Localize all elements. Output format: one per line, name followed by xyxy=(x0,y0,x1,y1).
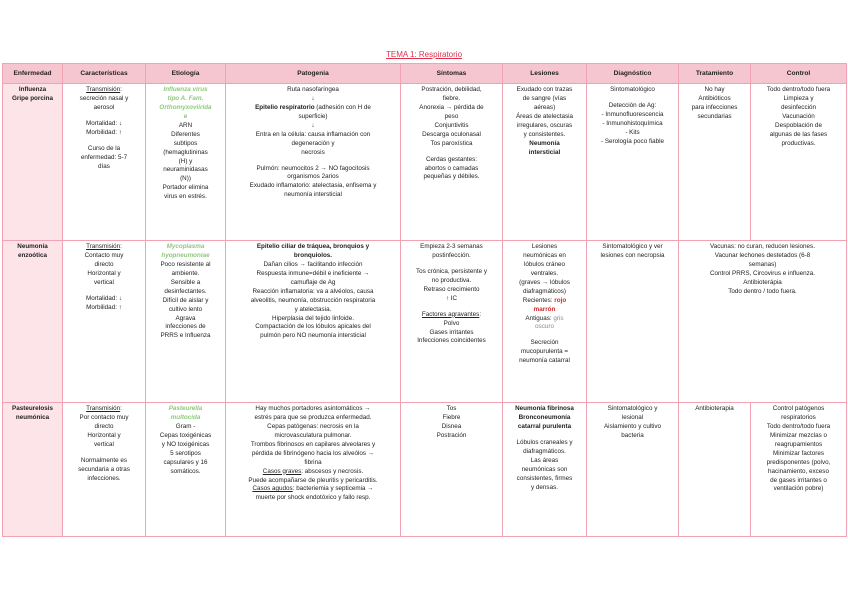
patogenia-cell: Epitelio ciliar de tráquea, bronquios y bronquiolos. Dañan cilios → facilitando infección Respuesta inmune=débil e ineficiente → camuflaje de Ag Reacción inflamatoria: va a alvéolos, causa alveolitis, neumonía, obstrucción respiratoria y atelectasia. Hiperplasia del tejido linfoide. Compactación de los lóbulos apicales del pulmón pero NO neumonía intersticial xyxy=(226,241,401,403)
pathogen-name: Influenza virus xyxy=(163,86,208,93)
sintomas-cell: Postración, debilidad, fiebre. Anorexia → pérdida de peso Conjuntivitis Descarga oculonasal Tos paroxística Cerdas gestantes: abortos o camadas pequeñas y débiles. xyxy=(401,84,503,241)
sintomas-cell: Tos Fiebre Disnea Postración xyxy=(401,403,503,537)
caracteristicas-cell: Transmisión: secreción nasal y aerosol Mortalidad: ↓ Morbilidad: ↑ Curso de la enfermedad: 5-7 días xyxy=(63,84,146,241)
transmision-label: Transmisión xyxy=(86,243,121,250)
header-caracteristicas: Características xyxy=(63,64,146,84)
disease-name: Influenza xyxy=(18,86,47,93)
header-etiologia: Etiología xyxy=(146,64,226,84)
diagnostico-cell: Sintomatológico y lesional Aislamiento y cultivo bacteria xyxy=(587,403,679,537)
header-tratamiento: Tratamiento xyxy=(679,64,751,84)
header-row xyxy=(3,64,847,84)
tratamiento-control-cell: Vacunas: no curan, reducen lesiones. Vacunar lechones destetados (6-8 semanas) Control PRRS, Circovirus e influenza. Antibioterápia Todo dentro / todo fuera. xyxy=(679,241,847,403)
header-control: Control xyxy=(751,64,847,84)
etiologia-cell: Influenza virus tipo A. Fam. Orthomyxoviirida e ARN Diferentes subtipos (hemaglutininas (H) y neuraminidasas (N)) Portador elimina virus en estrés. xyxy=(146,84,226,241)
lesiones-cell: Lesiones neumónicas en lóbulos cráneo ventrales. (graves → lóbulos diafragmáticos) Recientes: rojo marrón Antiguas: gris oscuro Secreción mucopurulenta = neumonía catarral xyxy=(503,241,587,403)
transmision-label: Transmisión xyxy=(86,86,121,93)
disease-name: Gripe porcina xyxy=(12,94,53,102)
disease-table xyxy=(2,63,847,537)
disease-name: enzoótica xyxy=(17,251,48,259)
pathogen-name: Mycoplasma xyxy=(166,243,205,250)
caracteristicas-cell: Transmisión: Por contacto muy directo Horizontal y vertical Normalmente es secundaria a otras infecciones. xyxy=(63,403,146,537)
tratamiento-cell: No hay Antibióticos para infecciones secundarias xyxy=(679,84,751,241)
disease-name-cell xyxy=(3,241,63,403)
control-cell: Todo dentro/todo fuera Limpieza y desinfección Vacunación Despoblación de algunas de las fases productivas. xyxy=(751,84,847,241)
sintomas-cell: Empieza 2-3 semanas postinfección. Tos crónica, persistente y no productiva. Retraso crecimiento ↑ IC Factores agravantes: Polvo Gases irritantes Infecciones coincidentes xyxy=(401,241,503,403)
lesiones-cell: Exudado con trazas de sangre (vías aéreas) Áreas de atelectasia irregulares, oscuras y consistentes. Neumonía intersticial xyxy=(503,84,587,241)
table-row xyxy=(3,241,847,403)
header-diagnostico: Diagnóstico xyxy=(587,64,679,84)
diagnostico-cell: Sintomatológico Detección de Ag: - Inmunofluorescencia - Inmunohistoquímica - Kits - Serología poco fiable xyxy=(587,84,679,241)
disease-name-cell xyxy=(3,403,63,537)
patogenia-cell: Hay muchos portadores asintomáticos → estrés para que se produzca enfermedad. Cepas patógenas: necrosis en la microvasculatura pulmonar. Trombos fibrinosos en capilares alveolares y pérdida de fibrinógeno hacia los alveólos → fibrina Casos graves: abscesos y necrosis. Puede acompañarse de pleuritis y pericarditis. Casos agudos: bacteriemia y septicemia → muerte por shock endotóxico y fallo resp. xyxy=(226,403,401,537)
etiologia-cell: Mycoplasma hyopneumoniae Poco resistente al ambiente. Sensible a desinfectantes. Difícil de aislar y cultivo lento Agrava infecciones de PRRS e Influenza xyxy=(146,241,226,403)
caracteristicas-cell: Transmisión: Contacto muy directo Horizontal y vertical Mortalidad: ↓ Morbilidad: ↑ xyxy=(63,241,146,403)
header-enfermedad: Enfermedad xyxy=(3,64,63,84)
tratamiento-cell: Antibioterapia xyxy=(679,403,751,537)
disease-name: neumónica xyxy=(15,413,50,421)
header-patogenia: Patogenia xyxy=(226,64,401,84)
diagnostico-cell: Sintomatológico y ver lesiones con necropsia xyxy=(587,241,679,403)
disease-name-cell xyxy=(3,84,63,241)
transmision-label: Transmisión xyxy=(86,405,121,412)
control-cell: Control patógenos respiratorios Todo dentro/todo fuera Minimizar mezclas o reagrupamientos Minimizar factores predisponentes (polvo, hacinamiento, exceso de gases irritantes o ventilación pobre) xyxy=(751,403,847,537)
disease-name: Neumonía xyxy=(17,243,48,250)
lesiones-cell: Neumonía fibrinosa Bronconeumonía catarral purulenta Lóbulos craneales y diafragmáticos. Las áreas neumónicas son consistentes, firmes y densas. xyxy=(503,403,587,537)
table-row xyxy=(3,403,847,537)
page-title: TEMA 1: Respiratorio xyxy=(385,50,463,59)
header-lesiones: Lesiones xyxy=(503,64,587,84)
table-row xyxy=(3,84,847,241)
header-sintomas: Síntomas xyxy=(401,64,503,84)
etiologia-cell: Pasteurella multocida Gram - Cepas toxigénicas y NO toxigénicas 5 serotipos capsulares y 16 somáticos. xyxy=(146,403,226,537)
pathogen-name: Pasteurella xyxy=(168,405,203,412)
disease-name: Pasteurelosis xyxy=(12,405,53,412)
patogenia-cell: Ruta nasofaríngea ↓ Epitelio respiratorio (adhesión con H de superficie) ↓ Entra en la célula: causa inflamación con degeneración y necrosis Pulmón: neumocitos 2 → NO fagocitosis organismos 2arios Exudado inflamatorio: atelectasia, enfisema y neumonía intersticial xyxy=(226,84,401,241)
